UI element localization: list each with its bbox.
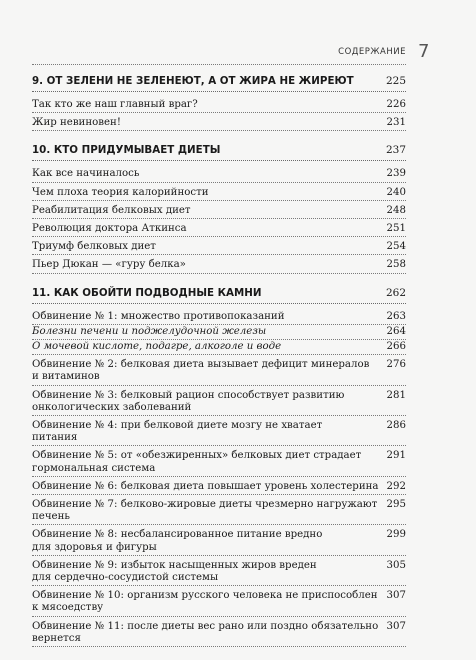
entry-page-number: 291 xyxy=(386,450,406,462)
toc-section xyxy=(32,287,406,647)
entry-text-line: печень xyxy=(32,511,70,523)
entry-text-line: к мясоедству xyxy=(32,602,104,614)
toc-subentry[interactable] xyxy=(32,326,406,340)
section-title[interactable] xyxy=(32,144,406,161)
entry-page-number: 251 xyxy=(386,223,406,235)
toc-section xyxy=(32,144,406,273)
entry-text-line: О мочевой кислоте, подагре, алкоголе и воде xyxy=(32,341,282,353)
entry-page-number: 254 xyxy=(386,241,406,253)
toc-section xyxy=(32,75,406,131)
header-label: СОДЕРЖАНИЕ xyxy=(338,47,406,57)
entry-text-line: Обвинение № 7: белково-жировые диеты чрезмерно нагружают xyxy=(32,499,378,511)
toc-entry[interactable] xyxy=(32,241,406,255)
toc-entry[interactable] xyxy=(32,420,406,446)
entry-text xyxy=(32,99,387,111)
toc-entry[interactable] xyxy=(32,499,406,525)
toc-entry[interactable] xyxy=(32,621,406,647)
entry-text-line: питания xyxy=(32,432,78,444)
entry-text-line: Обвинение № 11: после диеты вес рано или поздно обязательно xyxy=(32,620,379,632)
entry-text xyxy=(32,241,387,253)
entry-text-line: Обвинение № 10: организм русского человека не приспособлен xyxy=(32,590,378,602)
entry-text-line: Болезни печени и поджелудочной железы xyxy=(32,325,267,337)
section-title-text: 9. ОТ ЗЕЛЕНИ НЕ ЗЕЛЕНЕЮТ, А ОТ ЖИРА НЕ ЖИРЕЮТ xyxy=(32,75,354,87)
entry-text xyxy=(32,168,387,180)
entry-text-line: Революция доктора Аткинса xyxy=(32,223,187,235)
section-page-number: 262 xyxy=(385,286,406,299)
entry-page-number: 266 xyxy=(386,341,406,353)
entry-page-number: 295 xyxy=(386,499,406,511)
toc-entry[interactable] xyxy=(32,168,406,182)
entry-text xyxy=(32,259,387,271)
entry-page-number: 231 xyxy=(386,117,406,129)
toc-entry[interactable] xyxy=(32,205,406,219)
entry-text xyxy=(32,560,387,584)
entry-text-line: вернется xyxy=(32,632,81,644)
entry-text-line: Обвинение № 4: при белковой диете мозгу не хватает xyxy=(32,420,323,432)
entry-page-number: 307 xyxy=(386,620,406,632)
section-page-number: 237 xyxy=(385,144,406,157)
entry-text xyxy=(32,481,387,493)
entry-text xyxy=(32,326,387,338)
entry-text-line: и витаминов xyxy=(32,371,100,383)
toc-entry[interactable] xyxy=(32,560,406,586)
entry-text-line: Обвинение № 5: от «обезжиренных» белковых диет страдает xyxy=(32,450,362,462)
entry-page-number: 239 xyxy=(386,168,406,180)
entry-page-number: 258 xyxy=(386,259,406,271)
entry-text xyxy=(32,223,387,235)
toc-entry[interactable] xyxy=(32,359,406,385)
toc-entry[interactable] xyxy=(32,529,406,555)
section-title[interactable] xyxy=(32,287,406,304)
entry-text-line: гормональная система xyxy=(32,462,156,474)
entry-page-number: 299 xyxy=(386,529,406,541)
entry-text-line: онкологических заболеваний xyxy=(32,401,192,413)
toc-entry[interactable] xyxy=(32,223,406,237)
section-page-number: 225 xyxy=(385,75,406,87)
entry-text-line: Обвинение № 6: белковая диета повышает уровень холестерина xyxy=(32,480,379,492)
toc-entry[interactable] xyxy=(32,390,406,416)
entry-page-number: 305 xyxy=(386,559,406,571)
toc-entry[interactable] xyxy=(32,99,406,113)
entry-text xyxy=(32,205,387,217)
entry-text xyxy=(32,117,387,129)
entry-text-line: Жир невиновен! xyxy=(32,117,121,129)
entry-text-line: Пьер Дюкан — «гуру белка» xyxy=(32,259,186,271)
entry-text-line: Обвинение № 1: множество противопоказаний xyxy=(32,310,285,322)
entry-text-line: для здоровья и фигуры xyxy=(32,541,157,553)
entry-page-number: 281 xyxy=(386,389,406,401)
entry-text xyxy=(32,621,387,645)
page-number: 7 xyxy=(418,41,430,62)
entry-page-number: 292 xyxy=(386,480,406,492)
running-header xyxy=(32,44,406,65)
entry-text xyxy=(32,590,387,614)
toc-entry[interactable] xyxy=(32,311,406,325)
entry-text xyxy=(32,450,387,474)
entry-text xyxy=(32,499,387,523)
entry-page-number: 286 xyxy=(386,420,406,432)
entry-text-line: Реабилитация белковых диет xyxy=(32,204,191,216)
entry-text xyxy=(32,187,387,199)
entry-text-line: Обвинение № 2: белковая диета вызывает дефицит минералов xyxy=(32,359,370,371)
toc-subentry[interactable] xyxy=(32,341,406,355)
entry-page-number: 248 xyxy=(386,204,406,216)
toc-entry[interactable] xyxy=(32,117,406,131)
entry-text xyxy=(32,529,387,553)
entry-page-number: 264 xyxy=(386,325,406,337)
toc-entry[interactable] xyxy=(32,187,406,201)
table-of-contents xyxy=(32,75,406,660)
section-title-text: 10. КТО ПРИДУМЫВАЕТ ДИЕТЫ xyxy=(32,144,221,157)
entry-page-number: 240 xyxy=(386,186,406,198)
toc-entry[interactable] xyxy=(32,590,406,616)
entry-page-number: 263 xyxy=(386,310,406,322)
entry-text-line: Обвинение № 9: избыток насыщенных жиров вреден xyxy=(32,559,317,571)
entry-text xyxy=(32,341,387,353)
entry-text-line: Триумф белковых диет xyxy=(32,241,156,253)
entry-text-line: Обвинение № 8: несбалансированное питание вредно xyxy=(32,529,323,541)
entry-text-line: Так кто же наш главный враг? xyxy=(32,99,198,110)
entry-page-number: 226 xyxy=(386,99,406,110)
entry-text-line: Обвинение № 3: белковый рацион способствует развитию xyxy=(32,389,345,401)
toc-entry[interactable] xyxy=(32,259,406,273)
entry-text xyxy=(32,420,387,444)
toc-entry[interactable] xyxy=(32,450,406,476)
entry-text-line: Как все начиналось xyxy=(32,168,140,180)
toc-entry[interactable] xyxy=(32,481,406,495)
entry-text xyxy=(32,390,387,414)
section-title-text: 11. КАК ОБОЙТИ ПОДВОДНЫЕ КАМНИ xyxy=(32,286,262,299)
section-title[interactable] xyxy=(32,75,406,92)
entry-text-line: для сердечно-сосудистой системы xyxy=(32,572,219,584)
entry-text-line: Чем плоха теория калорийности xyxy=(32,186,209,198)
entry-text xyxy=(32,359,387,383)
entry-page-number: 276 xyxy=(386,359,406,371)
entry-text xyxy=(32,311,387,323)
entry-page-number: 307 xyxy=(386,590,406,602)
